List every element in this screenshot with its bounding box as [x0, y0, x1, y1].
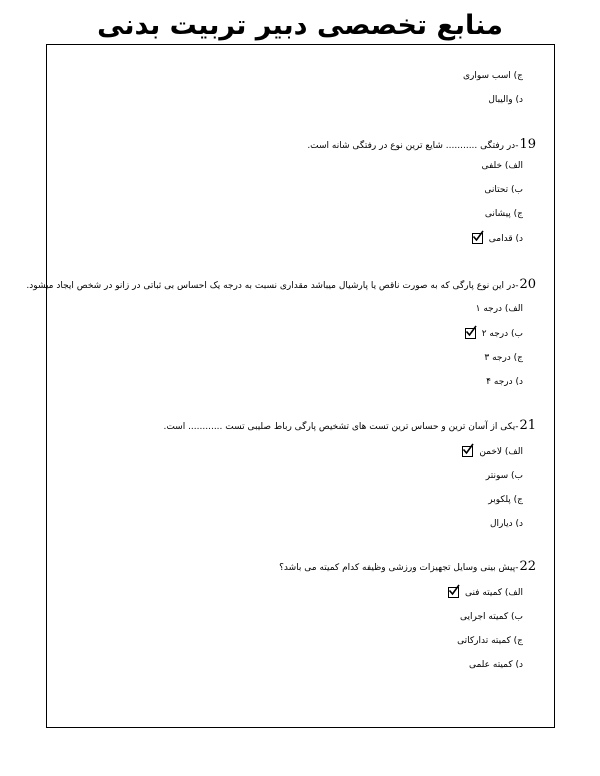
answer-option	[484, 184, 523, 196]
question-19	[307, 139, 536, 152]
answer-option	[472, 233, 523, 245]
answer-option-label: د) قدامی	[488, 234, 523, 244]
answer-option-label: ب) سونتر	[485, 471, 523, 481]
answer-option	[465, 328, 523, 340]
answer-option-label: ب) کمیته اجرایی	[460, 612, 523, 622]
answer-option	[485, 208, 523, 220]
answer-option	[476, 303, 523, 315]
page-title: منابع تخصصی دبیر تربیت بدنی	[97, 10, 503, 41]
answer-option-label: ج) کمیته تدارکاتی	[457, 636, 523, 646]
answer-option-label: د) درجه ۴	[486, 377, 523, 387]
answer-option-label: د) دیارال	[489, 519, 523, 529]
question-text: -در این نوع پارگی که به صورت ناقص یا پارشیال میباشد مقداری نسبت به درجه یک احساس بی ثباتی در زانو در شخص ایجاد میشود.	[26, 281, 519, 291]
question-text: -در رفتگی ........... شایع ترین نوع در رفتگی شانه است.	[307, 141, 519, 151]
question-number: 22	[519, 559, 536, 574]
answer-option-label: الف) کمیته فنی	[464, 588, 523, 598]
answer-option	[486, 470, 523, 482]
question-22	[279, 561, 536, 574]
answer-option	[488, 494, 523, 506]
checkmark-icon	[462, 446, 473, 457]
answer-option	[486, 376, 523, 388]
question-21	[163, 420, 536, 433]
checkmark-icon	[448, 587, 459, 598]
answer-option-label: الف) درجه ۱	[475, 304, 523, 314]
option-text: ج) اسب سواری	[462, 71, 523, 81]
question-number: 19	[519, 137, 536, 152]
checkmark-icon	[472, 233, 483, 244]
question-text: -پیش بینی وسایل تجهیزات ورزشی وظیفه کدام کمیته می باشد؟	[279, 563, 519, 573]
answer-option-label: ب) تحتانی	[484, 185, 523, 195]
checkmark-icon	[465, 328, 476, 339]
answer-option	[481, 160, 523, 172]
answer-option	[469, 659, 523, 671]
answer-option	[448, 587, 523, 599]
question-number: 20	[519, 277, 536, 292]
question-text: -یکی از آسان ترین و حساس ترین تست های تشخیص پارگی رباط صلیبی تست ............ است.	[163, 422, 519, 432]
answer-option	[462, 446, 523, 458]
question-number: 21	[519, 418, 536, 433]
answer-option-label: د) کمیته علمی	[468, 660, 523, 670]
answer-option	[490, 518, 523, 530]
answer-option-label: ج) درجه ۳	[484, 353, 523, 363]
answer-option-label: الف) لاخمن	[479, 447, 523, 457]
option-text: د) والیبال	[488, 95, 523, 105]
answer-option-label: ج) پلکوبر	[488, 495, 523, 505]
question-20	[26, 279, 536, 292]
answer-option	[460, 611, 523, 623]
answer-option	[484, 352, 523, 364]
answer-option-label: ب) درجه ۲	[481, 329, 523, 339]
answer-option	[457, 635, 523, 647]
answer-option-label: ج) پیشانی	[484, 209, 523, 219]
answer-option-label: الف) خلفی	[481, 161, 523, 171]
